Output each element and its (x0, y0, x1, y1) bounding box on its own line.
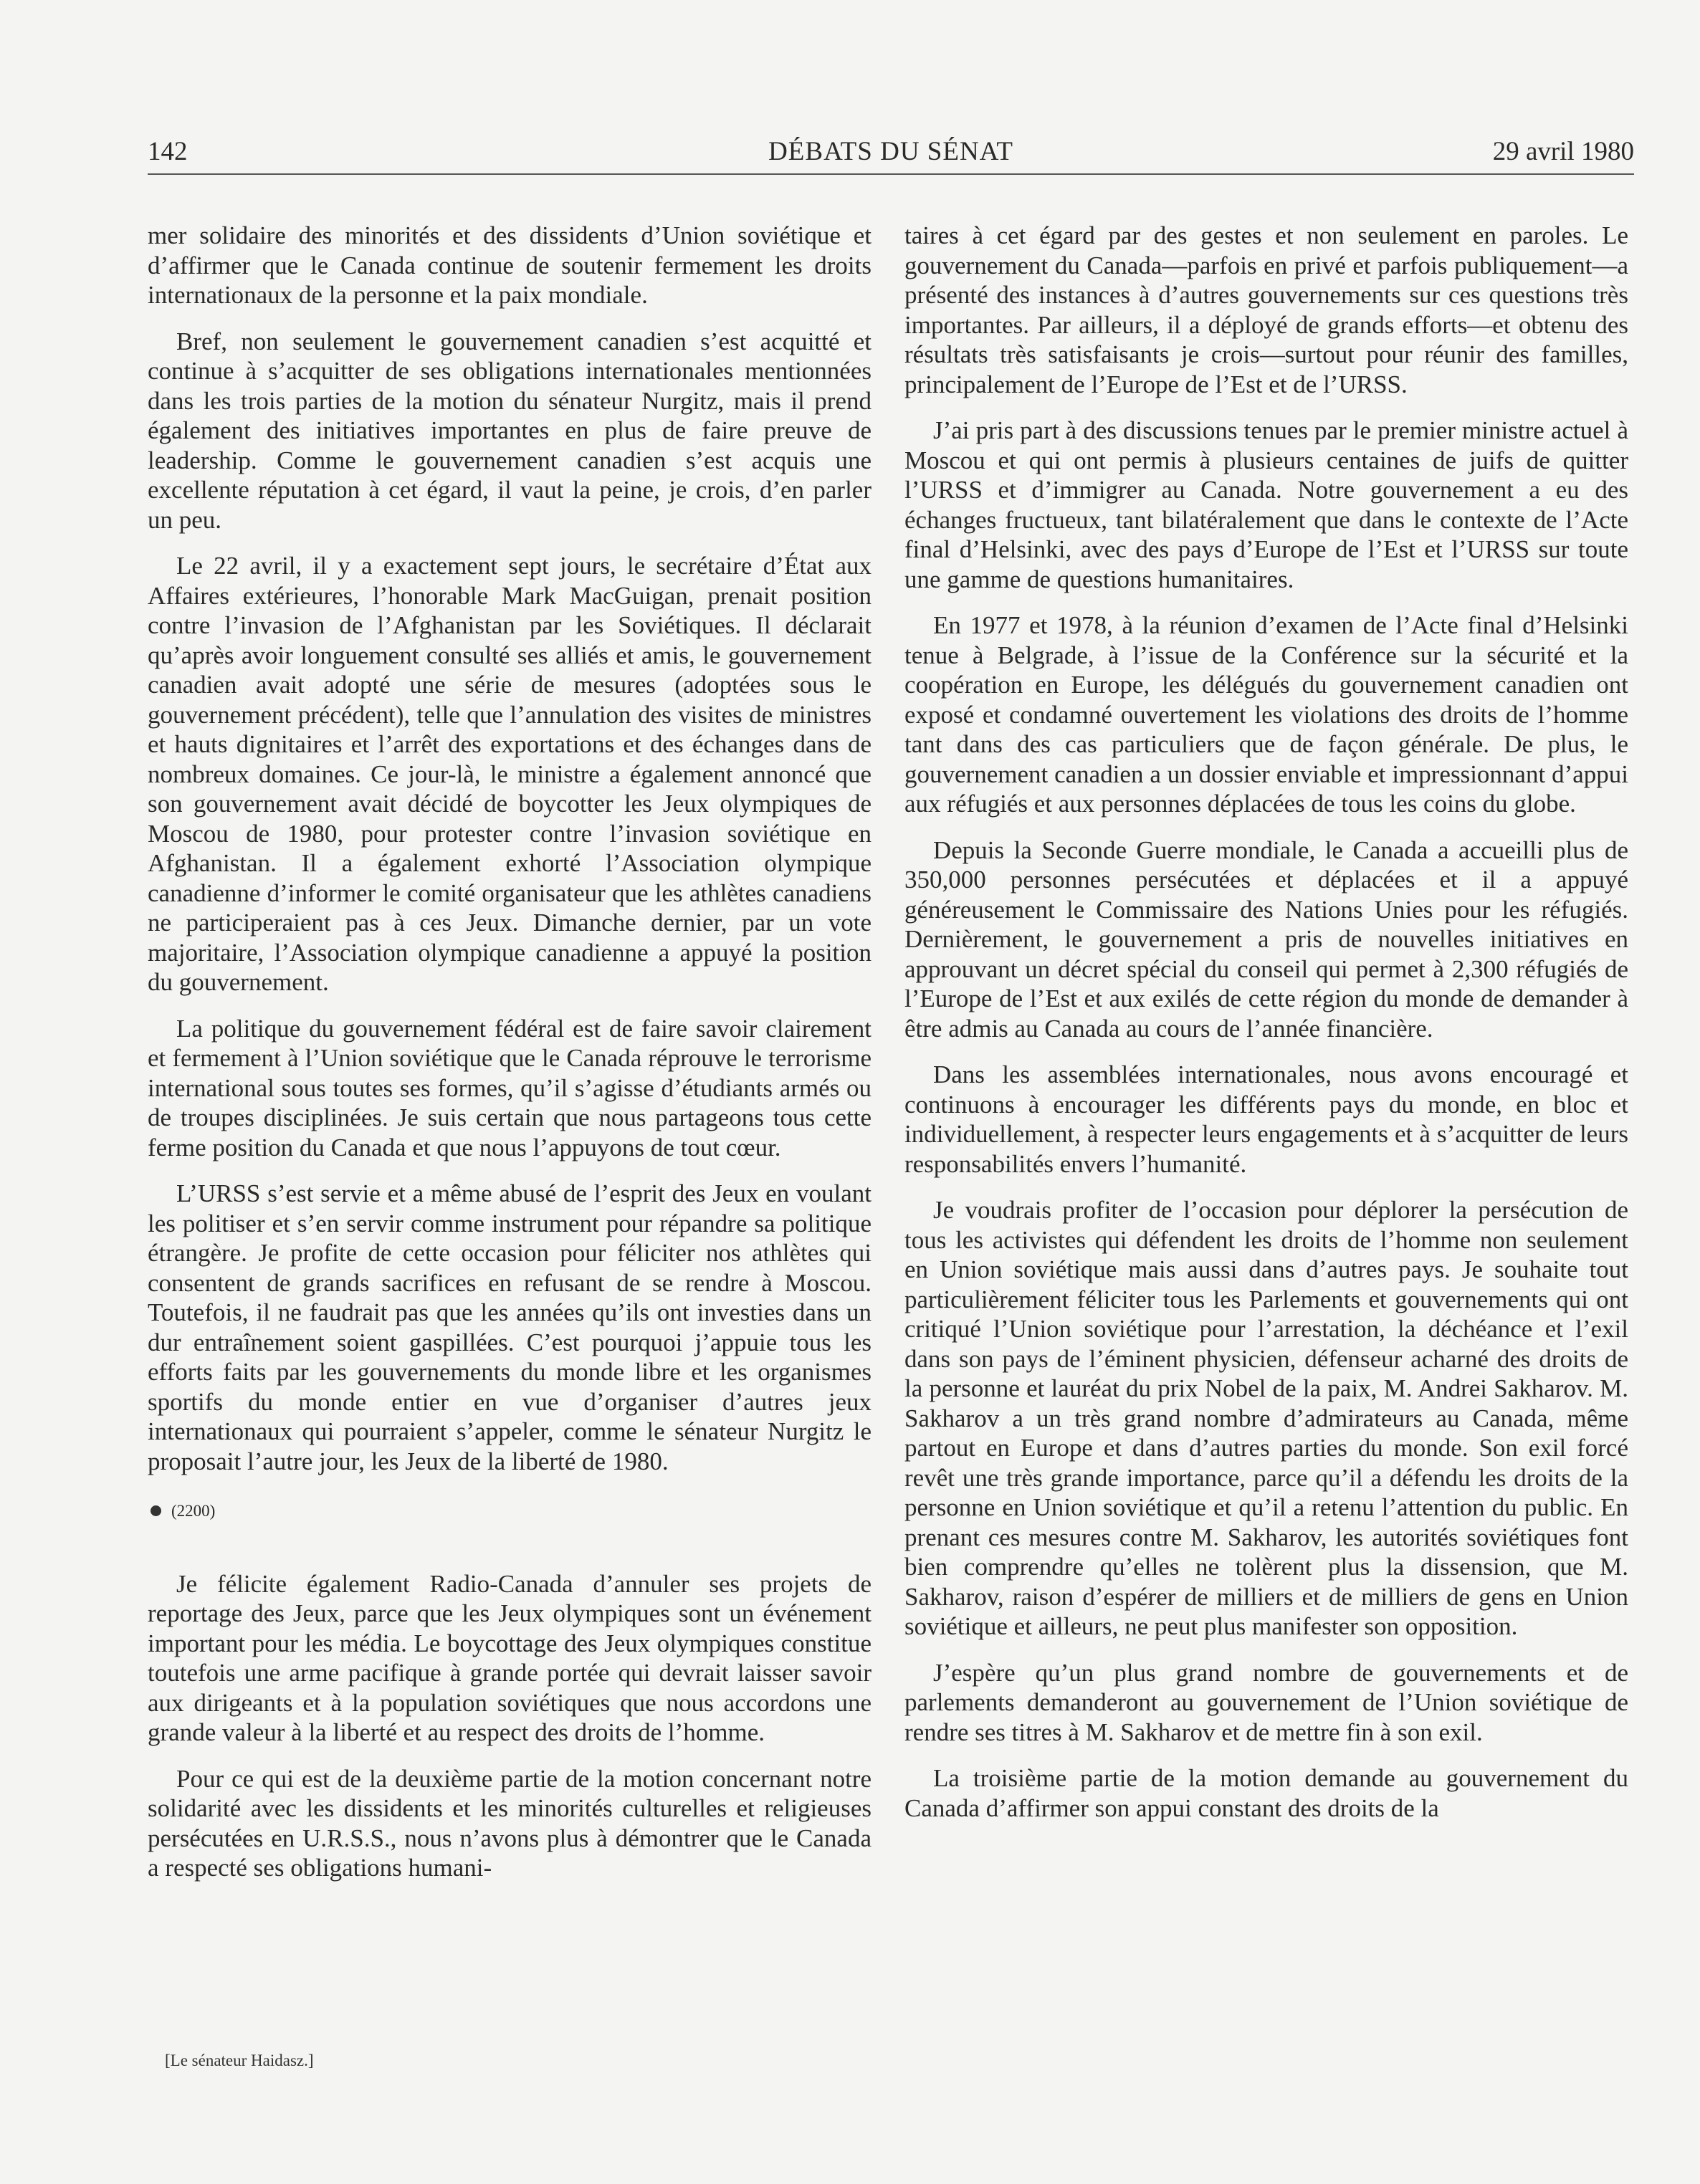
page-header (148, 133, 1634, 175)
paragraph: Dans les assemblées internationales, nous avons encouragé et continuons à encourager les différents pays du monde, en bloc et individuellement, à respecter leurs engagements et à s’acquitter de leurs responsabilités envers l’humanité. (904, 1060, 1628, 1178)
paragraph: Bref, non seulement le gouvernement canadien s’est acquitté et continue à s’acquitter de ses obligations internationales mentionnées dans les trois parties de la motion du sénateur Nurgitz, mais il prend également des initiatives importantes en plus de faire preuve de leadership. Comme le gouvernement canadien s’est acquis une excellente réputation à cet égard, il vaut la peine, je crois, d’en parler un peu. (148, 327, 872, 534)
paragraph: La troisième partie de la motion demande au gouvernement du Canada d’affirmer son appui constant des droits de la (904, 1764, 1628, 1822)
publication-title: DÉBATS DU SÉNAT (768, 137, 1013, 166)
speaker-note: [Le sénateur Haidasz.] (165, 2051, 314, 2069)
paragraph: Pour ce qui est de la deuxième partie de la motion concernant notre solidarité avec les dissidents et les minorités culturelles et religieuses persécutées en U.R.S.S., nous n’avons plus à démontrer que le Canada a respecté ses obligations humani- (148, 1764, 872, 1882)
right-column (904, 221, 1628, 1839)
bullet-icon (151, 1505, 161, 1516)
time-marker-label: (2200) (171, 1502, 216, 1520)
time-marker (148, 1496, 872, 1526)
paragraph: taires à cet égard par des gestes et non seulement en paroles. Le gouvernement du Canada—parfois en privé et parfois publiquement—a présenté des instances à d’autres gouvernements sur ces questions très importantes. Par ailleurs, il a déployé de grands efforts—et obtenu des résultats très satisfaisants je crois—surtout pour réunir des familles, principalement de l’Europe de l’Est et de l’URSS. (904, 221, 1628, 398)
paragraph: L’URSS s’est servie et a même abusé de l’esprit des Jeux en voulant les politiser et s’en servir comme instrument pour répandre sa politique étrangère. Je profite de cette occasion pour féliciter nos athlètes qui consentent de grands sacrifices en refusant de se rendre à Moscou. Toutefois, il ne faudrait pas que les années qu’ils ont investies dans un dur entraînement soient gaspillées. C’est pourquoi j’appuie tous les efforts faits par les gouvernements du monde libre et les organismes sportifs du monde entier en vue d’organiser d’autres jeux internationaux qui pourraient s’appeler, comme le sénateur Nurgitz le proposait l’autre jour, les Jeux de la liberté de 1980. (148, 1179, 872, 1475)
paragraph: La politique du gouvernement fédéral est de faire savoir clairement et fermement à l’Union soviétique que le Canada réprouve le terrorisme international sous toutes ses formes, qu’il s’agisse d’étudiants armés ou de troupes disciplinées. Je suis certain que nous partageons tous cette ferme position du Canada et que nous l’appuyons de tout cœur. (148, 1014, 872, 1162)
paragraph: Je félicite également Radio-Canada d’annuler ses projets de reportage des Jeux, parce que les Jeux olympiques sont un événement important pour les média. Le boycottage des Jeux olympiques constitue toutefois une arme pacifique à grande portée qui devrait laisser savoir aux dirigeants et à la population soviétiques que nous accordons une grande valeur à la liberté et au respect des droits de l’homme. (148, 1569, 872, 1746)
publication-date: 29 avril 1980 (1492, 137, 1634, 166)
paragraph: mer solidaire des minorités et des dissidents d’Union soviétique et d’affirmer que le Canada continue de soutenir fermement les droits internationaux de la personne et la paix mondiale. (148, 221, 872, 309)
paragraph: Le 22 avril, il y a exactement sept jours, le secrétaire d’État aux Affaires extérieures, l’honorable Mark MacGuigan, prenait position contre l’invasion de l’Afghanistan par les Soviétiques. Il déclarait qu’après avoir longuement consulté ses alliés et amis, le gouvernement canadien avait adopté une série de mesures (adoptées sous le gouvernement précédent), telle que l’annulation des visites de ministres et hauts dignitaires et l’arrêt des exportations et des échanges dans de nombreux domaines. Ce jour-là, le ministre a également annoncé que son gouvernement avait décidé de boycotter les Jeux olympiques de Moscou de 1980, pour protester contre l’invasion soviétique en Afghanistan. Il a également exhorté l’Association olympique canadienne d’informer le comité organisateur que les athlètes canadiens ne participeraient pas à ces Jeux. Dimanche dernier, par un vote majoritaire, l’Association olympique canadienne a appuyé la position du gouvernement. (148, 552, 872, 996)
left-column (148, 221, 872, 1900)
paragraph: J’ai pris part à des discussions tenues par le premier ministre actuel à Moscou et qui ont permis à plusieurs centaines de juifs de quitter l’URSS et d’immigrer au Canada. Notre gouvernement a eu des échanges fructueux, tant bilatéralement que dans le contexte de l’Acte final d’Helsinki, avec des pays d’Europe de l’Est et l’URSS sur toute une gamme de questions humanitaires. (904, 416, 1628, 593)
paragraph: En 1977 et 1978, à la réunion d’examen de l’Acte final d’Helsinki tenue à Belgrade, à l’issue de la Conférence sur la sécurité et la coopération en Europe, les délégués du gouvernement canadien ont exposé et condamné ouvertement les violations des droits de l’homme tant dans des cas particuliers que de façon générale. De plus, le gouvernement canadien a un dossier enviable et impressionnant d’appui aux réfugiés et aux personnes déplacées de tous les coins du globe. (904, 611, 1628, 818)
page-number: 142 (148, 137, 188, 166)
paragraph: Depuis la Seconde Guerre mondiale, le Canada a accueilli plus de 350,000 personnes persécutées et déplacées et il a appuyé généreusement le Commissaire des Nations Unies pour les réfugiés. Dernièrement, le gouvernement a pris de nouvelles initiatives en approuvant un décret spécial du conseil qui permet à 2,300 réfugiés de l’Europe de l’Est et aux exilés de cette région du monde de demander à être admis au Canada au cours de l’année financière. (904, 835, 1628, 1043)
paragraph: J’espère qu’un plus grand nombre de gouvernements et de parlements demanderont au gouvernement de l’Union soviétique de rendre ses titres à M. Sakharov et de mettre fin à son exil. (904, 1658, 1628, 1746)
paragraph: Je voudrais profiter de l’occasion pour déplorer la persécution de tous les activistes qui défendent les droits de l’homme non seulement en Union soviétique mais aussi dans d’autres pays. Je souhaite tout particulièrement féliciter tous les Parlements et gouvernements qui ont critiqué l’Union soviétique pour l’arrestation, la déchéance et l’exil dans son pays de l’éminent physicien, défenseur acharné des droits de la personne et lauréat du prix Nobel de la paix, M. Andrei Sakharov. M. Sakharov a un très grand nombre d’admirateurs au Canada, même partout en Europe et dans d’autres parties du monde. Son exil forcé revêt une très grande importance, parce qu’il a défendu les droits de la personne en Union soviétique et qu’il a retenu l’attention du public. En prenant ces mesures contre M. Sakharov, les autorités soviétiques font bien comprendre qu’elles ne tolèrent plus la dissension, que M. Sakharov, raison d’espérer de milliers et de milliers de gens en Union soviétique et ailleurs, ne peut plus manifester son opposition. (904, 1196, 1628, 1640)
